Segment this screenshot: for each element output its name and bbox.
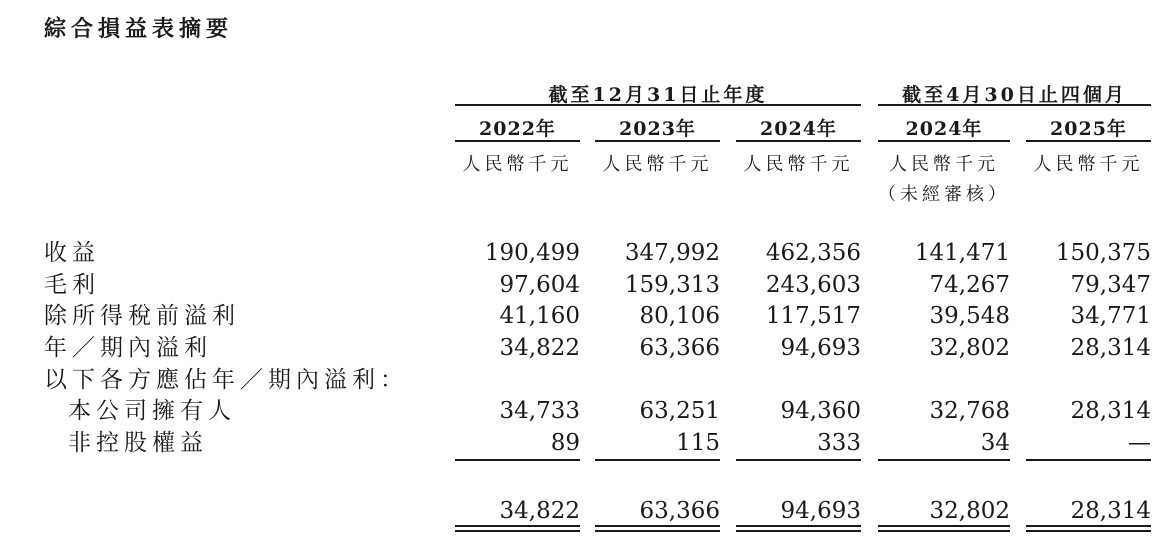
- year-header-2024: 2024年: [736, 114, 861, 142]
- unit-label-2024: 人民幣千元: [743, 154, 854, 175]
- total-cell: 94,693: [780, 498, 861, 524]
- page-title: 綜合損益表摘要: [44, 17, 234, 42]
- table-cell: 141,471: [914, 240, 1010, 266]
- unit-label-2023: 人民幣千元: [602, 154, 713, 175]
- table-cell: 34,822: [499, 335, 580, 361]
- table-cell: 32,802: [929, 335, 1010, 361]
- table-cell: 32,768: [929, 398, 1010, 424]
- table-cell: 28,314: [1070, 398, 1151, 424]
- unit-label-2024-4m: 人民幣千元: [889, 154, 999, 175]
- row-label-attributable-to: 以下各方應佔年／期內溢利：: [44, 367, 408, 393]
- table-cell: 159,313: [624, 272, 720, 298]
- total-cell: 34,822: [499, 498, 580, 524]
- table-cell: 74,267: [929, 272, 1010, 298]
- subtotal-rule: [736, 459, 861, 461]
- unit-label-2022: 人民幣千元: [462, 154, 573, 175]
- table-cell: 63,366: [639, 335, 720, 361]
- table-cell: 94,360: [780, 398, 861, 424]
- total-cell: 32,802: [929, 498, 1010, 524]
- subtotal-rule: [595, 459, 720, 461]
- table-cell: —: [1128, 430, 1151, 456]
- table-cell: 79,347: [1070, 272, 1151, 298]
- year-header-2022: 2022年: [455, 114, 580, 142]
- table-cell: 34,771: [1070, 303, 1151, 329]
- table-cell: 117,517: [765, 303, 861, 329]
- table-cell: 34,733: [499, 398, 580, 424]
- subtotal-rule: [455, 459, 580, 461]
- year-header-2025-4m: 2025年: [1026, 114, 1151, 142]
- table-cell: 89: [550, 430, 580, 456]
- table-cell: 63,251: [639, 398, 720, 424]
- table-cell: 97,604: [499, 272, 580, 298]
- table-cell: 243,603: [765, 272, 861, 298]
- total-double-rule: [736, 525, 861, 532]
- row-label-profit-for-period: 年／期內溢利: [44, 335, 212, 361]
- table-cell: 34: [980, 430, 1010, 456]
- table-cell: 39,548: [929, 303, 1010, 329]
- total-double-rule: [1026, 525, 1151, 532]
- table-cell: 115: [676, 430, 720, 456]
- year-header-2024-4m: 2024年: [878, 114, 1010, 142]
- table-cell: 80,106: [639, 303, 720, 329]
- table-cell: 333: [817, 430, 861, 456]
- table-cell: 150,375: [1055, 240, 1151, 266]
- unaudited-note: （未經審核）: [878, 184, 1010, 205]
- row-label-non-controlling: 非控股權益: [68, 430, 208, 456]
- table-cell: 94,693: [780, 335, 861, 361]
- row-label-profit-before-tax: 除所得稅前溢利: [44, 303, 240, 329]
- row-label-gross-profit: 毛利: [44, 272, 100, 298]
- table-cell: 41,160: [499, 303, 580, 329]
- total-double-rule: [595, 525, 720, 532]
- subtotal-rule: [1026, 459, 1151, 461]
- total-cell: 63,366: [639, 498, 720, 524]
- year-header-2023: 2023年: [595, 114, 720, 142]
- total-double-rule: [878, 525, 1010, 532]
- row-label-revenue: 收益: [44, 240, 100, 266]
- total-cell: 28,314: [1070, 498, 1151, 524]
- table-cell: 462,356: [765, 240, 861, 266]
- header-group-fiscal-year: 截至12月31日止年度: [455, 80, 861, 106]
- header-group-four-months: 截至4月30日止四個月: [878, 80, 1151, 106]
- total-double-rule: [455, 525, 580, 532]
- table-cell: 190,499: [484, 240, 580, 266]
- row-label-owners: 本公司擁有人: [68, 398, 236, 424]
- table-cell: 28,314: [1070, 335, 1151, 361]
- table-cell: 347,992: [624, 240, 720, 266]
- subtotal-rule: [878, 459, 1010, 461]
- unit-label-2025-4m: 人民幣千元: [1033, 154, 1144, 175]
